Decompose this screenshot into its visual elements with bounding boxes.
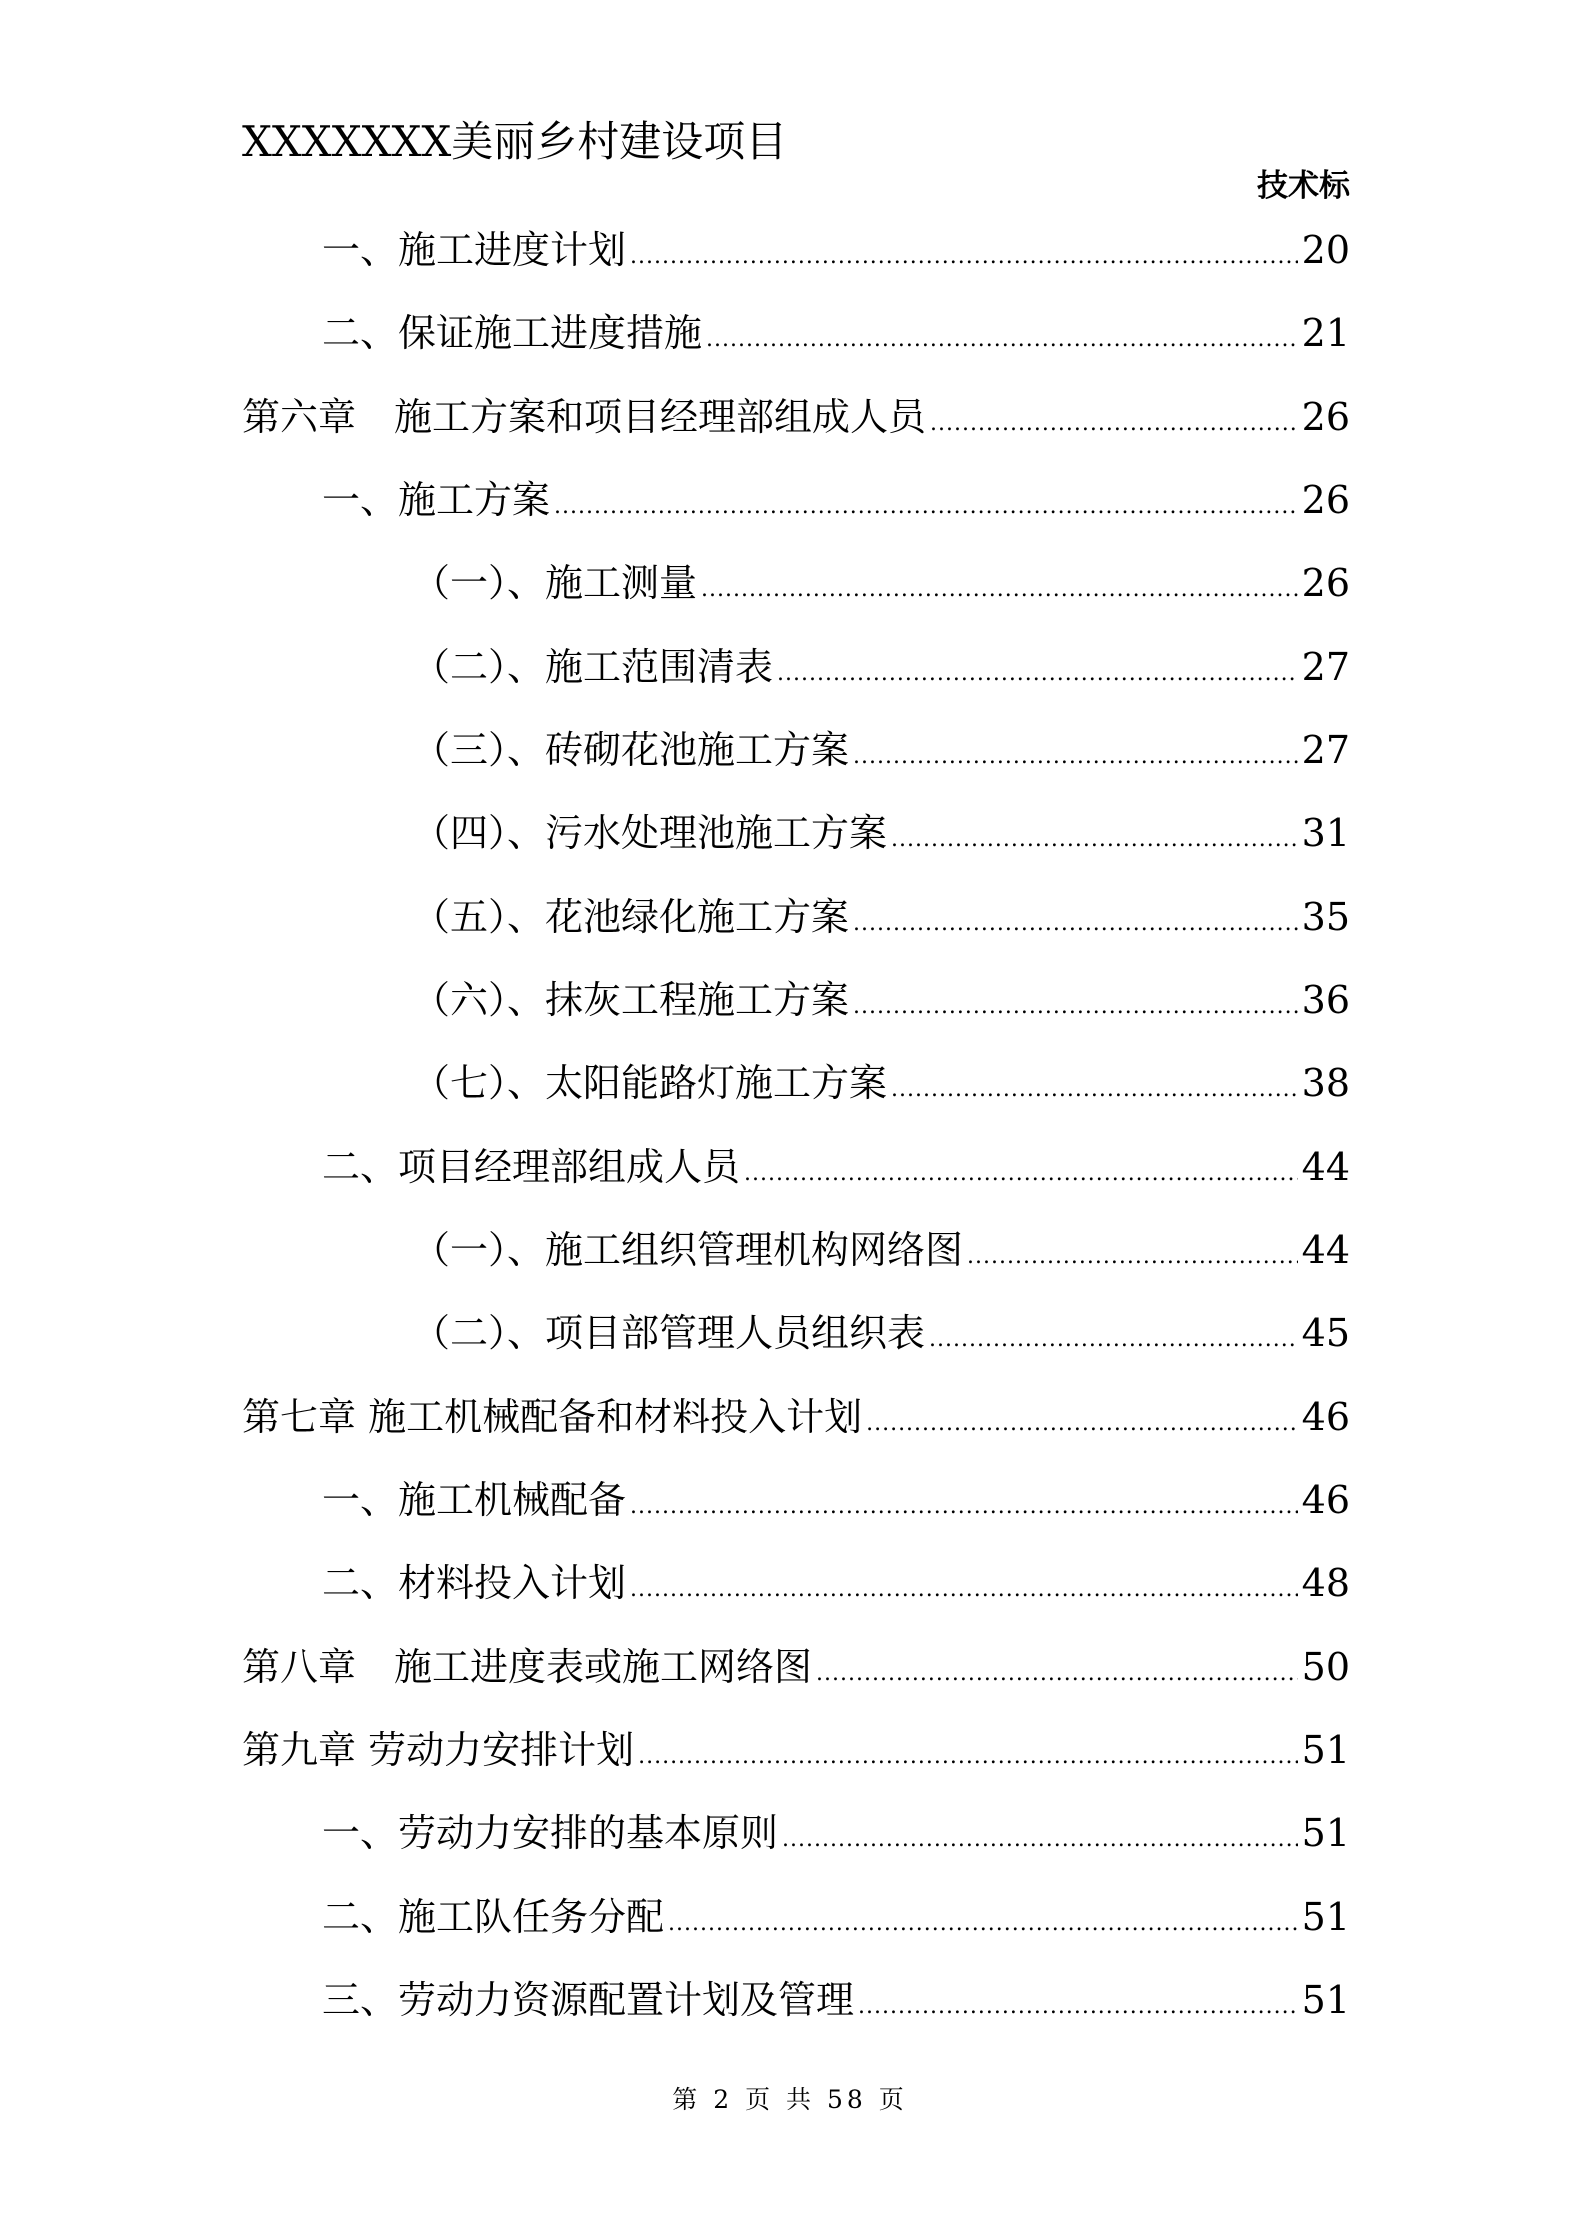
toc-leader <box>816 1637 1298 1704</box>
toc-leader <box>891 803 1298 870</box>
toc-page-number: 26 <box>1301 561 1350 605</box>
toc-leader <box>630 220 1298 287</box>
toc-entry[interactable] <box>412 1053 1350 1113</box>
document-header-label: 技术标 <box>1257 168 1350 204</box>
toc-leader <box>630 1470 1298 1537</box>
toc-entry-text: （一）、施工测量 <box>412 561 698 605</box>
toc-entry[interactable] <box>322 1970 1350 2030</box>
toc-leader <box>638 1720 1298 1787</box>
toc-leader <box>777 637 1298 704</box>
toc-entry[interactable] <box>412 803 1350 863</box>
toc-page-number: 36 <box>1301 978 1350 1022</box>
toc-page-number: 44 <box>1301 1145 1350 1189</box>
toc-leader <box>630 1553 1298 1620</box>
toc-leader <box>701 553 1298 620</box>
toc-leader <box>744 1137 1298 1204</box>
toc-entry[interactable] <box>412 553 1350 613</box>
toc-page-number: 48 <box>1301 1561 1350 1605</box>
toc-entry[interactable] <box>322 1887 1350 1947</box>
toc-page-number: 51 <box>1301 1895 1350 1939</box>
toc-entry-text: 二、保证施工进度措施 <box>322 311 703 355</box>
toc-page-number: 46 <box>1301 1395 1350 1439</box>
toc-entry[interactable] <box>322 1553 1350 1613</box>
toc-leader <box>858 1970 1298 2037</box>
toc-leader <box>668 1887 1298 1954</box>
toc-entry-text: （二）、项目部管理人员组织表 <box>412 1311 926 1355</box>
toc-entry[interactable] <box>322 303 1350 363</box>
toc-entry-text: 第九章 劳动力安排计划 <box>242 1728 635 1772</box>
toc-entry[interactable] <box>242 1637 1350 1697</box>
toc-page-number: 26 <box>1301 478 1350 522</box>
toc-entry-text: 二、材料投入计划 <box>322 1561 627 1605</box>
toc-entry[interactable] <box>322 470 1350 530</box>
toc-leader <box>853 720 1298 787</box>
toc-entry[interactable] <box>412 970 1350 1030</box>
toc-entry-text: 一、施工机械配备 <box>322 1478 627 1522</box>
toc-page-number: 44 <box>1301 1228 1350 1272</box>
toc-leader <box>866 1387 1298 1454</box>
toc-leader <box>554 470 1298 537</box>
toc-page-number: 27 <box>1301 645 1350 689</box>
toc-page-number: 21 <box>1301 311 1350 355</box>
toc-entry-text: 第八章 施工进度表或施工网络图 <box>242 1645 813 1689</box>
toc-entry-text: （三）、砖砌花池施工方案 <box>412 728 850 772</box>
toc-entry-text: （六）、抹灰工程施工方案 <box>412 978 850 1022</box>
toc-entry-text: 二、施工队任务分配 <box>322 1895 665 1939</box>
toc-entry[interactable] <box>412 887 1350 947</box>
toc-page-number: 38 <box>1301 1061 1350 1105</box>
toc-page-number: 46 <box>1301 1478 1350 1522</box>
toc-leader <box>782 1803 1298 1870</box>
toc-entry-text: （七）、太阳能路灯施工方案 <box>412 1061 888 1105</box>
toc-page-number: 51 <box>1301 1978 1350 2022</box>
page-footer: 第 2 页 共 58 页 <box>672 2085 908 2114</box>
toc-entry[interactable] <box>412 1220 1350 1280</box>
toc-entry-text: （一）、施工组织管理机构网络图 <box>412 1228 964 1272</box>
toc-page-number: 45 <box>1301 1311 1350 1355</box>
toc-leader <box>929 1303 1298 1370</box>
toc-entry[interactable] <box>242 387 1350 447</box>
toc-page-number: 20 <box>1301 228 1350 272</box>
toc-entry[interactable] <box>322 220 1350 280</box>
toc-page-number: 26 <box>1301 395 1350 439</box>
toc-entry-text: 一、施工进度计划 <box>322 228 627 272</box>
toc-leader <box>853 887 1298 954</box>
toc-entry-text: 第七章 施工机械配备和材料投入计划 <box>242 1395 863 1439</box>
toc-entry-text: 一、劳动力安排的基本原则 <box>322 1811 779 1855</box>
toc-entry-text: （五）、花池绿化施工方案 <box>412 895 850 939</box>
toc-entry[interactable] <box>322 1470 1350 1530</box>
toc-page-number: 51 <box>1301 1728 1350 1772</box>
toc-page-number: 27 <box>1301 728 1350 772</box>
toc-entry-text: 三、劳动力资源配置计划及管理 <box>322 1978 855 2022</box>
toc-entry[interactable] <box>322 1137 1350 1197</box>
toc-page-number: 35 <box>1301 895 1350 939</box>
toc-entry-text: 一、施工方案 <box>322 478 551 522</box>
toc-entry[interactable] <box>412 1303 1350 1363</box>
toc-entry[interactable] <box>242 1387 1350 1447</box>
toc-entry[interactable] <box>242 1720 1350 1780</box>
toc-entry-text: （四）、污水处理池施工方案 <box>412 811 888 855</box>
toc-page-number: 31 <box>1301 811 1350 855</box>
toc-leader <box>930 387 1298 454</box>
toc-entry[interactable] <box>412 637 1350 697</box>
document-header-title: XXXXXXX美丽乡村建设项目 <box>242 117 788 166</box>
toc-entry-text: 二、项目经理部组成人员 <box>322 1145 741 1189</box>
toc-leader <box>967 1220 1298 1287</box>
toc-leader <box>706 303 1298 370</box>
toc-entry-text: 第六章 施工方案和项目经理部组成人员 <box>242 395 927 439</box>
toc-page-number: 51 <box>1301 1811 1350 1855</box>
toc-leader <box>891 1053 1298 1120</box>
toc-page-number: 50 <box>1301 1645 1350 1689</box>
toc-entry[interactable] <box>412 720 1350 780</box>
toc-leader <box>853 970 1298 1037</box>
toc-entry-text: （二）、施工范围清表 <box>412 645 774 689</box>
toc-entry[interactable] <box>322 1803 1350 1863</box>
